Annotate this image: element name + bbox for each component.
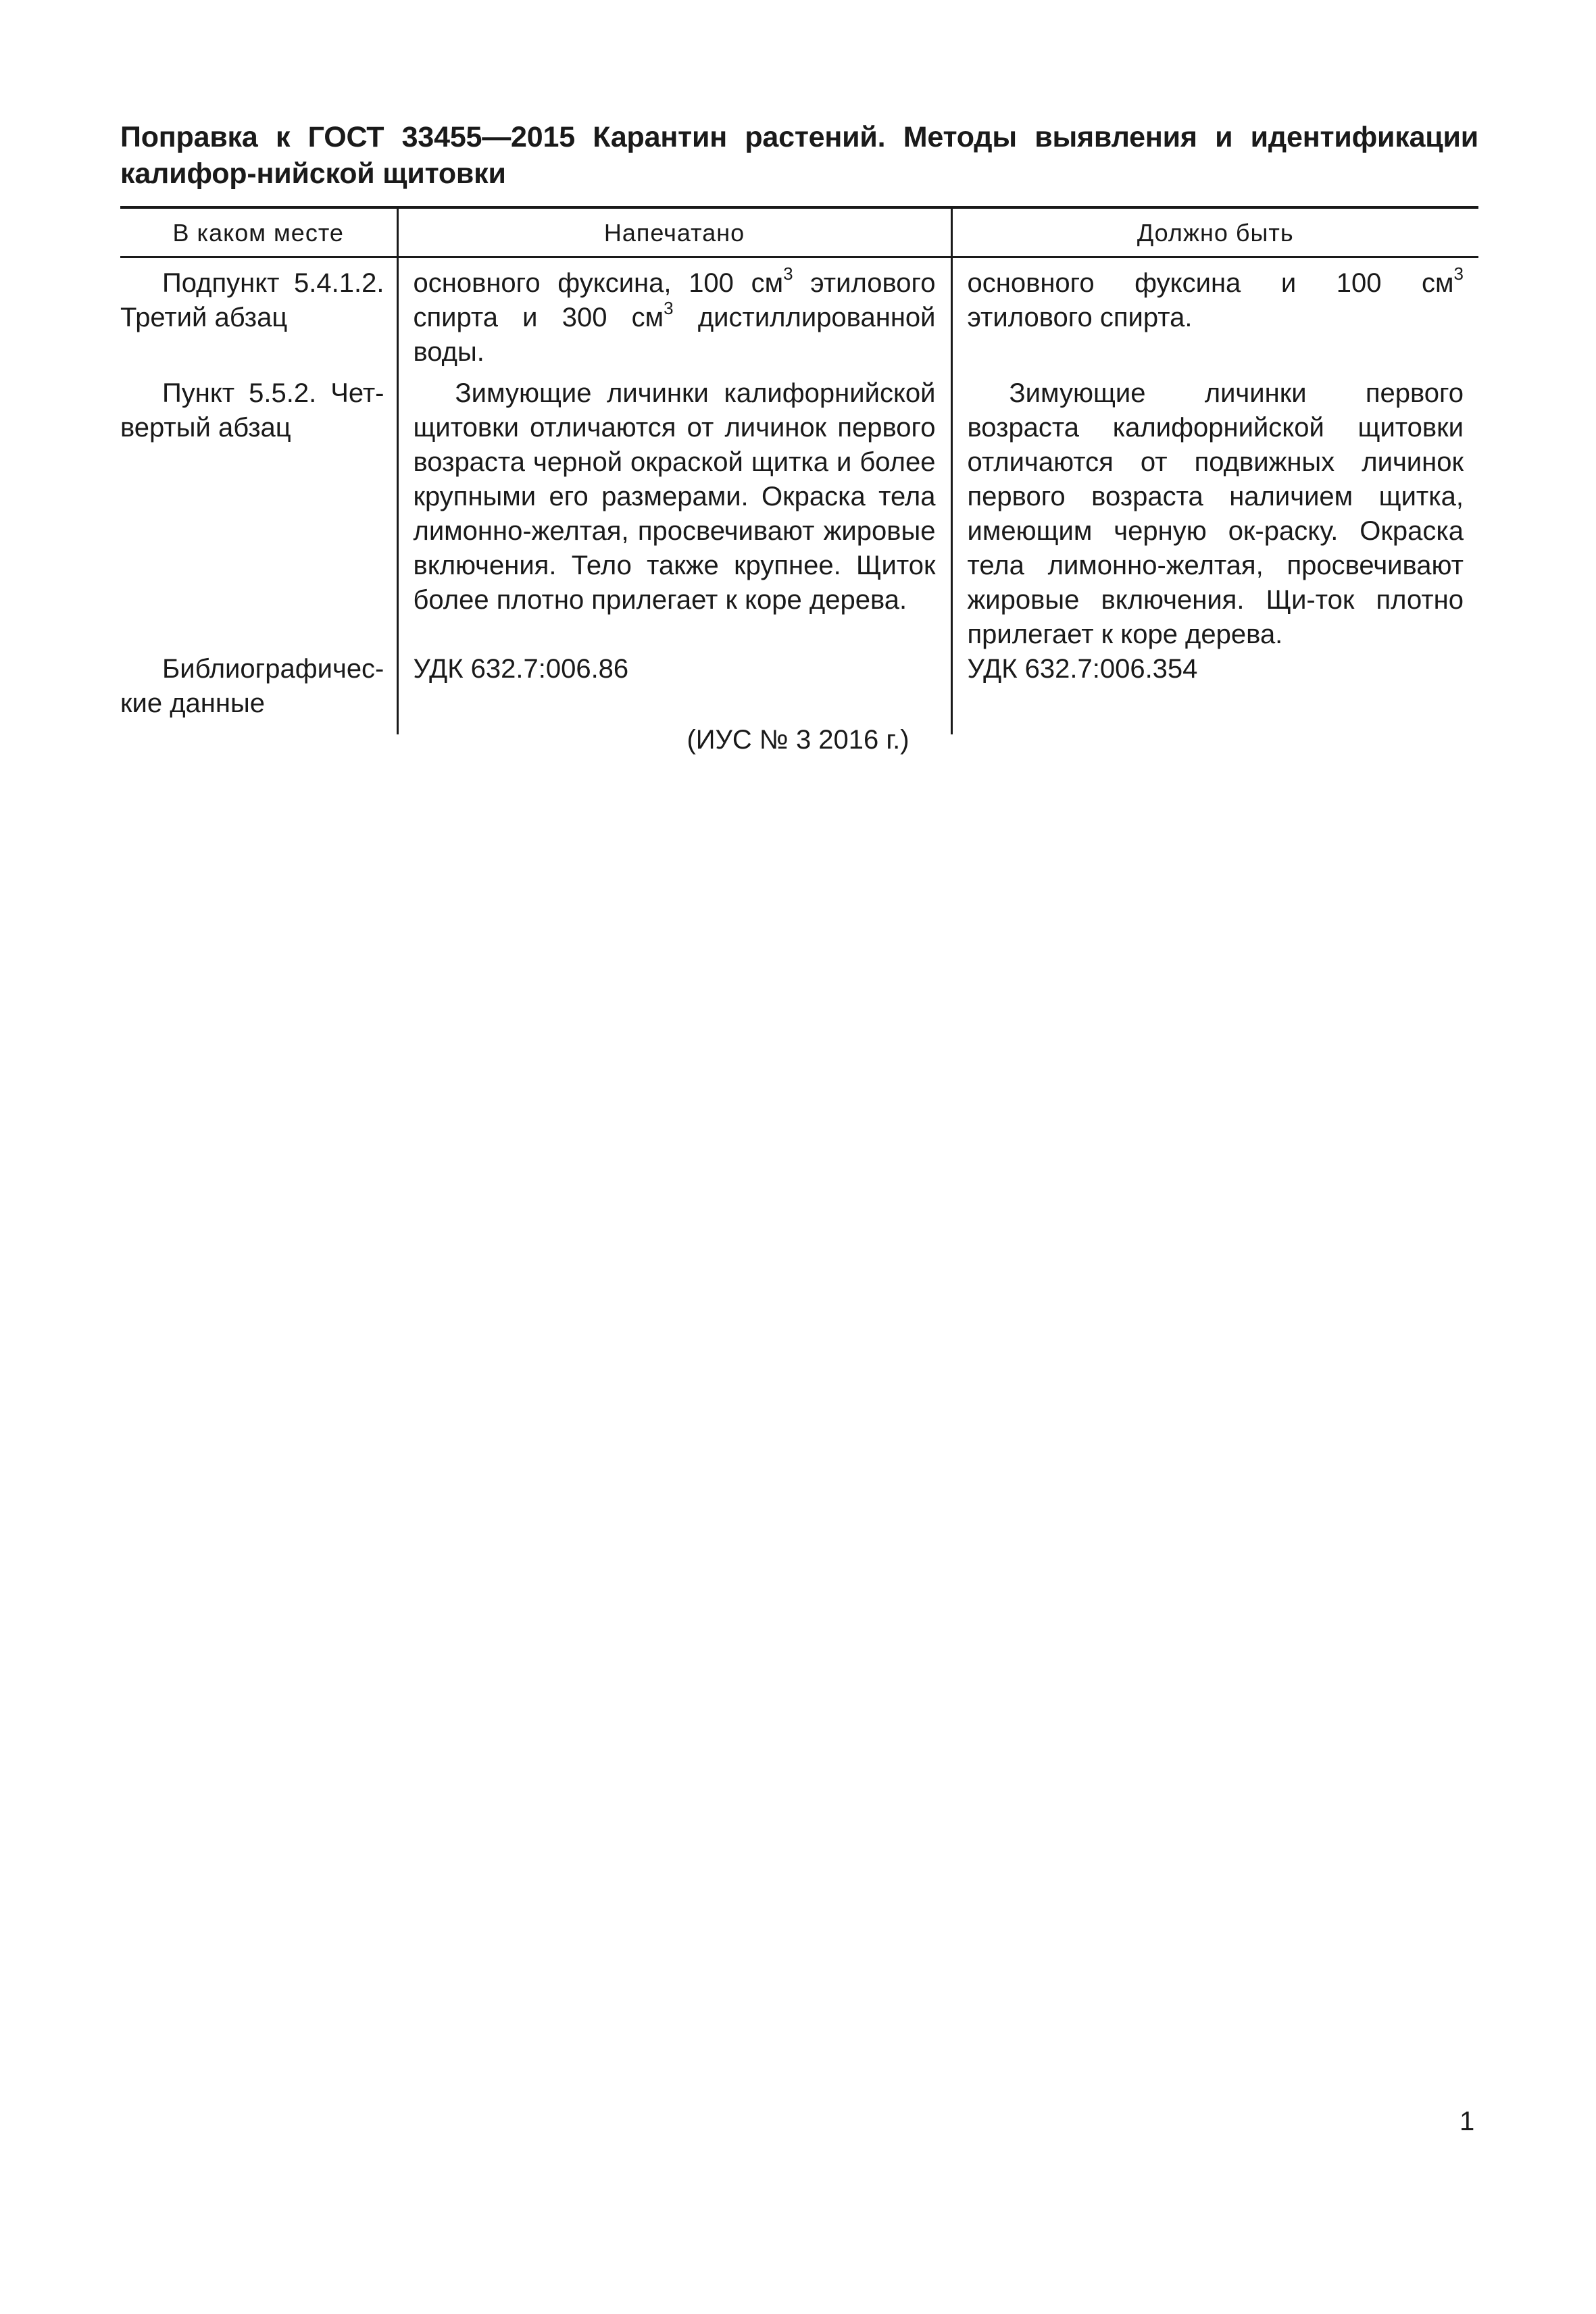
printed-text-part: основного фуксина, 100 см (413, 268, 784, 298)
row-place: Подпункт 5.4.1.2. Третий абзац (120, 268, 384, 332)
row-place: Библиографичес-кие данные (120, 654, 384, 718)
superscript: 3 (664, 297, 674, 318)
table-row (120, 376, 1478, 652)
row-correct: УДК 632.7:006.354 (951, 652, 1478, 734)
row-place: Пункт 5.5.2. Чет-вертый абзац (120, 378, 384, 443)
spacer-cell (120, 370, 397, 376)
row-printed: Зимующие личинки калифорнийской щитовки отличаются от личинок первого возраста черной окраской щитка и более крупными его размерами. Окраска тела лимонно-желтая, просвечивают жировые включения. Тело также крупнее. Щиток более плотно прилегает к коре дерева. (397, 376, 951, 652)
source-note: (ИУС № 3 2016 г.) (687, 725, 909, 755)
table-row (120, 652, 1478, 734)
table-row (120, 257, 1478, 370)
page-number: 1 (1460, 2107, 1475, 2136)
row-spacer (120, 370, 1478, 376)
spacer-cell (951, 370, 1478, 376)
amendment-table (120, 206, 1478, 734)
superscript: 3 (1453, 263, 1464, 284)
spacer-cell (397, 370, 951, 376)
header-correct: Должно быть (951, 207, 1478, 257)
table-header-row (120, 207, 1478, 257)
printed-text-part: этилового спирта и 300 см (413, 268, 936, 332)
correct-text-part: этилового спирта. (967, 303, 1193, 332)
header-printed: Напечатано (397, 207, 951, 257)
header-place: В каком месте (120, 207, 397, 257)
row-printed: УДК 632.7:006.86 (397, 652, 951, 734)
row-correct (951, 257, 1478, 370)
superscript: 3 (783, 263, 793, 284)
row-correct: Зимующие личинки первого возраста калифорнийской щитовки отличаются от подвижных личинок первого возраста наличием щитка, имеющим черную ок-раску. Окраска тела лимонно-желтая, просвечивают жировые включения. Щи-ток плотно прилегает к коре дерева. (951, 376, 1478, 652)
printed-text-part: дистиллированной воды. (413, 303, 936, 367)
document-title: Поправка к ГОСТ 33455—2015 Карантин растений. Методы выявления и идентификации калифор-нийской щитовки (120, 121, 1478, 190)
correct-text-part: основного фуксина и 100 см (967, 268, 1454, 298)
row-printed (397, 257, 951, 370)
